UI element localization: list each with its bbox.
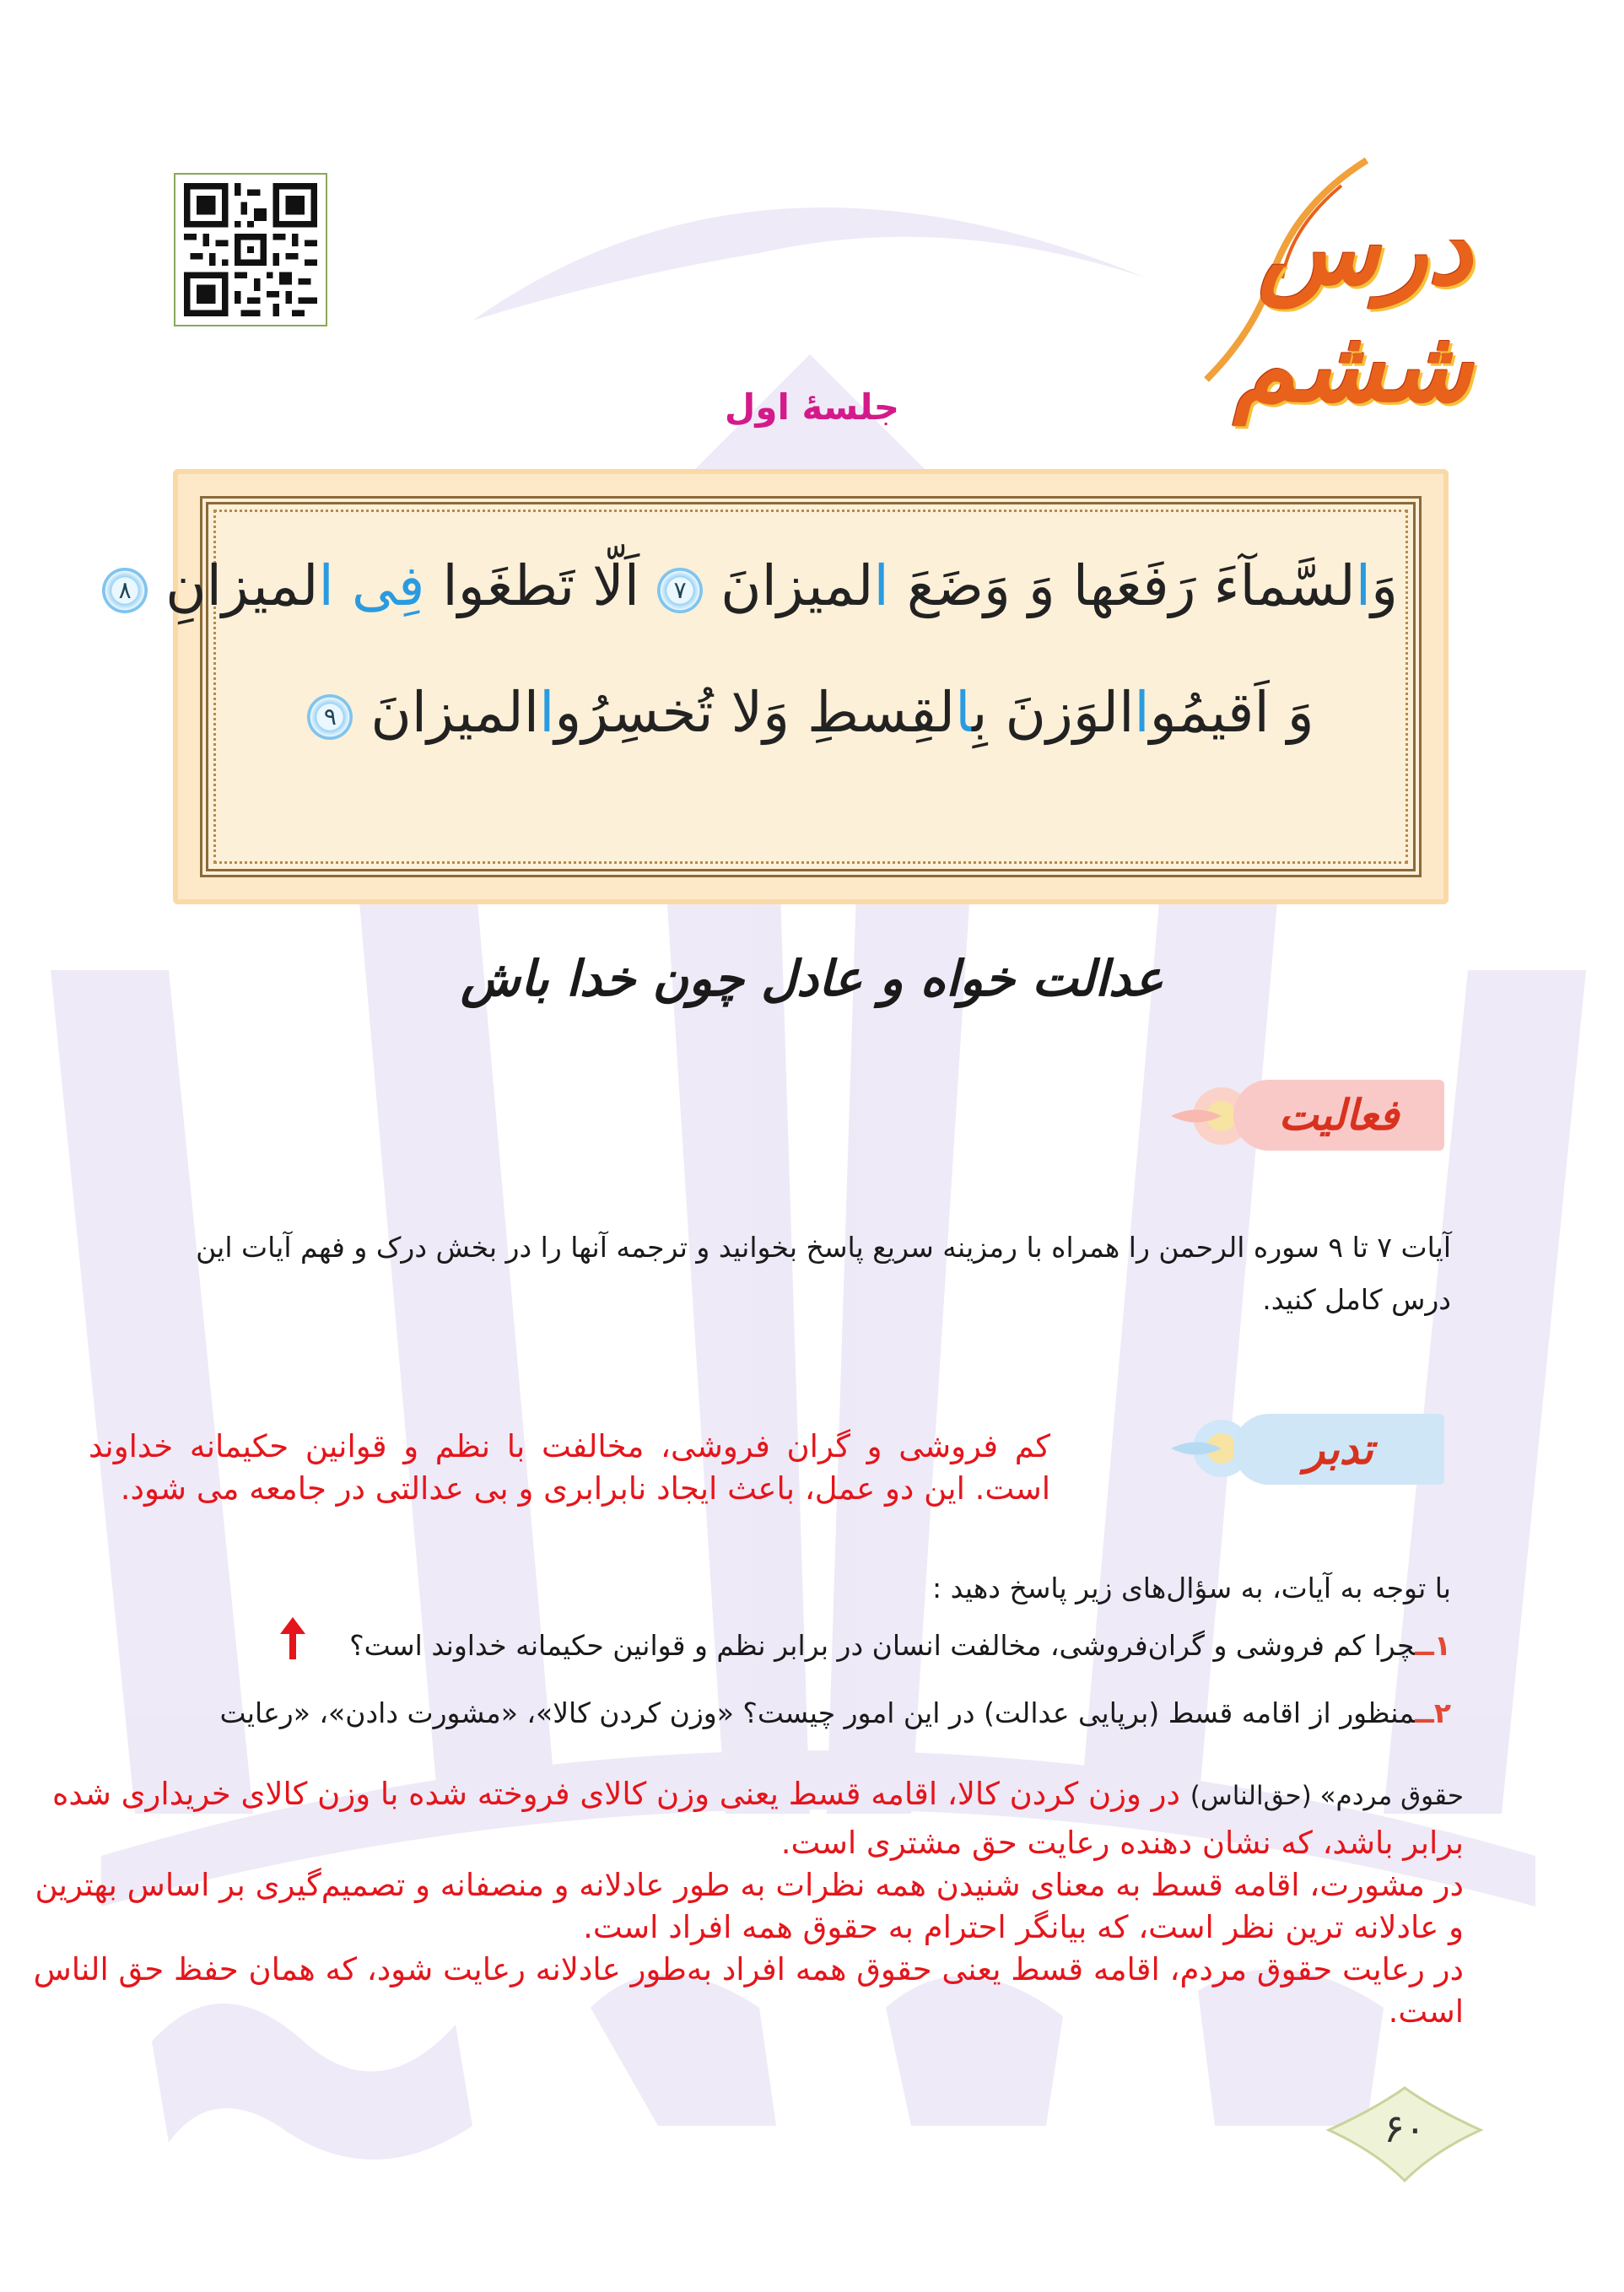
verse-number-mark: ۷ (657, 568, 703, 613)
handwritten-answers-2 (13, 1770, 1464, 2033)
page-number: ۶۰ (1384, 2106, 1426, 2151)
verse-text: اَلّا تَطغَوا (424, 553, 658, 618)
question-text: منظور از اقامه قسط (برپایی عدالت) در این امور چیست؟ «وزن کردن کالا»، «مشورت دادن»، «رعایت (219, 1696, 1416, 1729)
verse-line-1 (118, 553, 1398, 618)
answer-line (13, 1864, 1464, 1949)
reflection-header: تدبر (1233, 1414, 1444, 1485)
question-number: ۲ــ (1415, 1696, 1451, 1729)
answer-line (13, 1949, 1464, 2033)
arrow-up-icon (278, 1615, 307, 1661)
verse-highlight: ا (955, 680, 973, 745)
question-number: ۱ــ (1415, 1629, 1451, 1662)
verse-number-mark: ۹ (307, 694, 353, 740)
verse-highlight: ا (1134, 680, 1150, 745)
lesson-motto: عدالت خواه و عادل چون خدا باش (461, 950, 1163, 1007)
verse-text: الوَزنَ بِ (972, 680, 1135, 745)
verse-highlight: ا (539, 680, 555, 745)
session-title: جلسهٔ اول (724, 386, 900, 428)
lesson-title: درس ششم (1233, 190, 1472, 424)
page-number-ornament (1325, 2084, 1485, 2185)
verse-text: لمیزانَ (720, 553, 874, 618)
verse-line-2 (224, 680, 1398, 745)
activity-instructions: آیات ۷ تا ۹ سوره الرحمن را همراه با رمزینه سریع پاسخ بخوانید و ترجمه آنها را در بخش درک و فهم آیات این درس کامل کنید. (196, 1231, 1451, 1316)
verse-text: وَ اَقیمُو (1149, 680, 1314, 745)
verse-highlight: فِی (351, 553, 425, 618)
answer-people-rights: در رعایت حقوق مردم، اقامه قسط یعنی حقوق همه افراد به‌طور عادلانه رعایت شود، که همان حفظ حق الناس است. (33, 1951, 1464, 2030)
verse-highlight: ا (318, 553, 334, 618)
verse-text: وَ (1371, 553, 1398, 618)
question-2 (135, 1687, 1451, 1739)
verse-highlight: ا (873, 553, 889, 618)
qr-code-pattern (184, 183, 317, 316)
qr-code[interactable] (174, 173, 327, 326)
verse-text (334, 553, 352, 618)
activity-header: فعالیت (1233, 1080, 1444, 1151)
questions-intro: با توجه به آیات، به سؤال‌های زیر پاسخ دهید : (932, 1572, 1451, 1604)
answer-consultation: در مشورت، اقامه قسط به معنای شنیدن همه نظرات به طور عادلانه و منصفانه و تصمیم‌گیری بر اساس بهترین و عادلانه ترین نظر است، که بیانگر احترام به حقوق همه افراد است. (35, 1867, 1464, 1945)
answer-weighing: در وزن کردن کالا، اقامه قسط یعنی وزن کالای فروخته شده با وزن کالای خریداری شده برابر باشد، که نشان دهنده رعایت حق مشتری است. (52, 1776, 1464, 1861)
verse-highlight: ا (1355, 553, 1372, 618)
question-2-continued: حقوق مردم» (حق‌الناس) (1190, 1781, 1464, 1811)
verse-text: لسَّمآءَ رَفَعَها وَ وَضَعَ (888, 553, 1356, 618)
verse-text: لمیزانِ (165, 553, 319, 618)
question-1 (135, 1620, 1451, 1672)
quran-verses-box (118, 469, 1449, 904)
verse-text: لقِسطِ وَلا تُخسِرُو (554, 680, 956, 745)
verse-text: المیزانَ (370, 680, 540, 745)
verse-number-mark: ۸ (102, 568, 148, 613)
question-text: چرا کم فروشی و گران‌فروشی، مخالفت انسان در برابر نظم و قوانین حکیمانه خداوند است؟ (349, 1629, 1416, 1662)
handwritten-answer-1: کم فروشی و گران فروشی، مخالفت با نظم و قوانین حکیمانه خداوند است. این دو عمل، باعث ایجاد نابرابری و بی عدالتی در جامعه می شود. (89, 1428, 1050, 1507)
answer-line (13, 1770, 1464, 1864)
